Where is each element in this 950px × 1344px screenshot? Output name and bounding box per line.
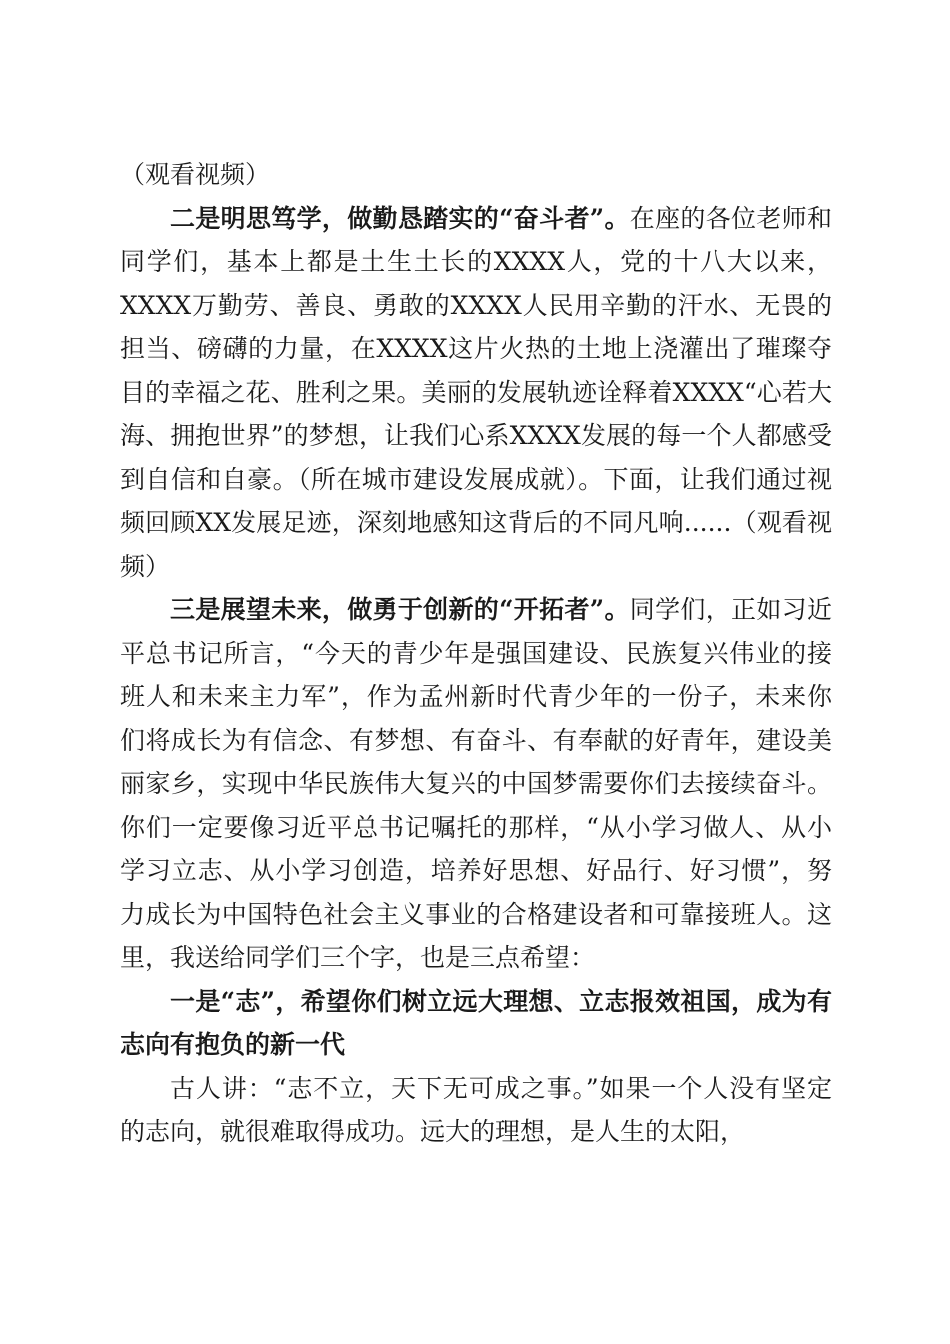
- paragraph-pioneer: [120, 588, 832, 980]
- paragraph-fighter: [120, 197, 832, 589]
- paragraph-lead: 三是展望未来，做勇于创新的“开拓者”。: [170, 595, 630, 624]
- paragraph-ambition: 古人讲：“志不立，天下无可成之事。”如果一个人没有坚定的志向，就很难取得成功。远大的理想，是人生的太阳，: [120, 1073, 832, 1146]
- paragraph-body: 在座的各位老师和同学们，基本上都是土生土长的XXXX人，党的十八大以来，XXXX万勤劳、善良、勇敢的XXXX人民用辛勤的汗水、无畏的担当、磅礴的力量，在XXXX这片火热的土地上浇灌出了璀璨夺目的幸福之花、胜利之果。美丽的发展轨迹诠释着XXXX“心若大海、拥抱世界”的梦想，让我们心系XXXX发展的每一个人都感受到自信和自豪。（所在城市建设发展成就）。下面，让我们通过视频回顾XX发展足迹，深刻地感知这背后的不同凡响......（观看视频）: [120, 203, 832, 581]
- intro-note: （观看视频）: [120, 160, 271, 189]
- paragraph-lead: 二是明思笃学，做勤恳踏实的“奋斗者”。: [170, 203, 630, 233]
- document-body: [120, 153, 832, 1154]
- section-heading: 一是“志”，希望你们树立远大理想、立志报效祖国，成为有志向有抱负的新一代: [120, 986, 832, 1059]
- paragraph-body: 同学们，正如习近平总书记所言，“今天的青少年是强国建设、民族复兴伟业的接班人和未来主力军”，作为孟州新时代青少年的一份子，未来你们将成长为有信念、有梦想、有奋斗、有奉献的好青年，建设美丽家乡，实现中华民族伟大复兴的中国梦需要你们去接续奋斗。你们一定要像习近平总书记嘱托的那样，“从小学习做人、从小学习立志、从小学习创造，培养好思想、好品行、好习惯”，努力成长为中国特色社会主义事业的合格建设者和可靠接班人。这里，我送给同学们三个字，也是三点希望：: [120, 595, 832, 972]
